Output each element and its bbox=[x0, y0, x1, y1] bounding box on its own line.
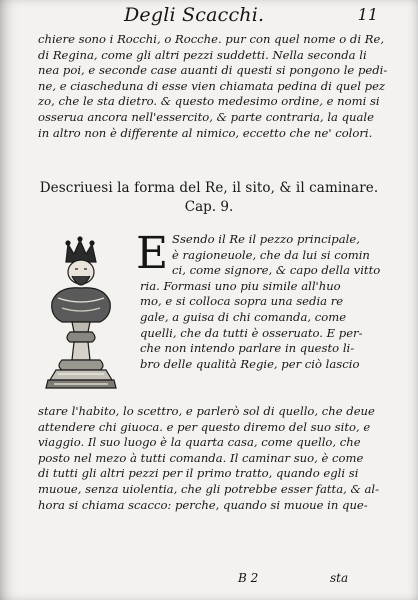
chapter-heading bbox=[0, 180, 418, 215]
text-line: hora si chiama scacco: perche, quando si muoue in que- bbox=[38, 497, 368, 512]
text-line: quelli, che da tutti è osseruato. E per- bbox=[140, 325, 363, 340]
text-line: bro delle qualità Regie, per ciò lascio bbox=[140, 356, 360, 371]
running-head bbox=[0, 4, 418, 34]
text-line: Ssendo il Re il pezzo principale, bbox=[172, 232, 360, 246]
king-woodcut-icon bbox=[28, 232, 136, 400]
text-line: ria. Formasi uno piu simile all'huo bbox=[140, 278, 341, 293]
signature-mark: B 2 bbox=[238, 571, 259, 585]
chapter-label: Cap. 9. bbox=[184, 199, 234, 215]
chapter-title: Descriuesi la forma del Re, il sito, & il caminare. bbox=[39, 180, 379, 196]
running-title: Degli Scacchi. bbox=[124, 4, 265, 26]
text-line: viaggio. Il suo luogo è la quarta casa, come quello, che bbox=[38, 435, 361, 450]
text-line: posto nel mezo à tutti comanda. Il caminar suo, è come bbox=[38, 450, 364, 465]
text-line: di Regina, come gli altri pezzi suddetti. Nella seconda li bbox=[38, 47, 367, 62]
page-footer bbox=[0, 571, 418, 587]
text-line: nea poi, e seconde case auanti di questi si pongono le pedi- bbox=[38, 63, 388, 78]
text-line: di tutti gli altri pezzi per il primo tratto, quando egli si bbox=[38, 466, 359, 481]
text-line: attendere chi giuoca. e per questo diremo del suo sito, e bbox=[38, 419, 371, 434]
chapter-side-text bbox=[140, 232, 390, 372]
text-line: mo, e si colloca sopra una sedia re bbox=[140, 294, 344, 309]
catchword: sta bbox=[330, 571, 349, 585]
text-line: in altro non è differente al nimico, eccetto che ne' colori. bbox=[38, 125, 373, 140]
text-line: muoue, senza uiolentia, che gli potrebbe esser fatta, & al- bbox=[38, 481, 380, 496]
text-line: ne, e ciascheduna di esse vien chiamata pedina di quel pez bbox=[38, 78, 386, 93]
text-line: ci, come signore, & capo della vitto bbox=[172, 263, 381, 278]
text-line: che non intendo parlare in questo li- bbox=[140, 341, 355, 356]
top-paragraph bbox=[38, 32, 388, 141]
text-line: zo, che le sta dietro. & questo medesimo ordine, e nomi si bbox=[38, 94, 380, 109]
drop-cap: E bbox=[136, 228, 169, 279]
text-line: stare l'habito, lo scettro, e parlerò sol di quello, che deue bbox=[38, 404, 375, 418]
text-line: chiere sono i Rocchi, o Rocche. pur con quel nome o di Re, bbox=[38, 32, 385, 46]
text-line: è ragioneuole, che da lui si comin bbox=[172, 247, 370, 262]
chapter-full-text bbox=[38, 404, 388, 513]
text-line: osserua ancora nell'essercito, & parte contraria, la quale bbox=[38, 109, 374, 124]
page-number: 11 bbox=[357, 5, 378, 24]
text-line: gale, a guisa di chi comanda, come bbox=[140, 309, 347, 324]
